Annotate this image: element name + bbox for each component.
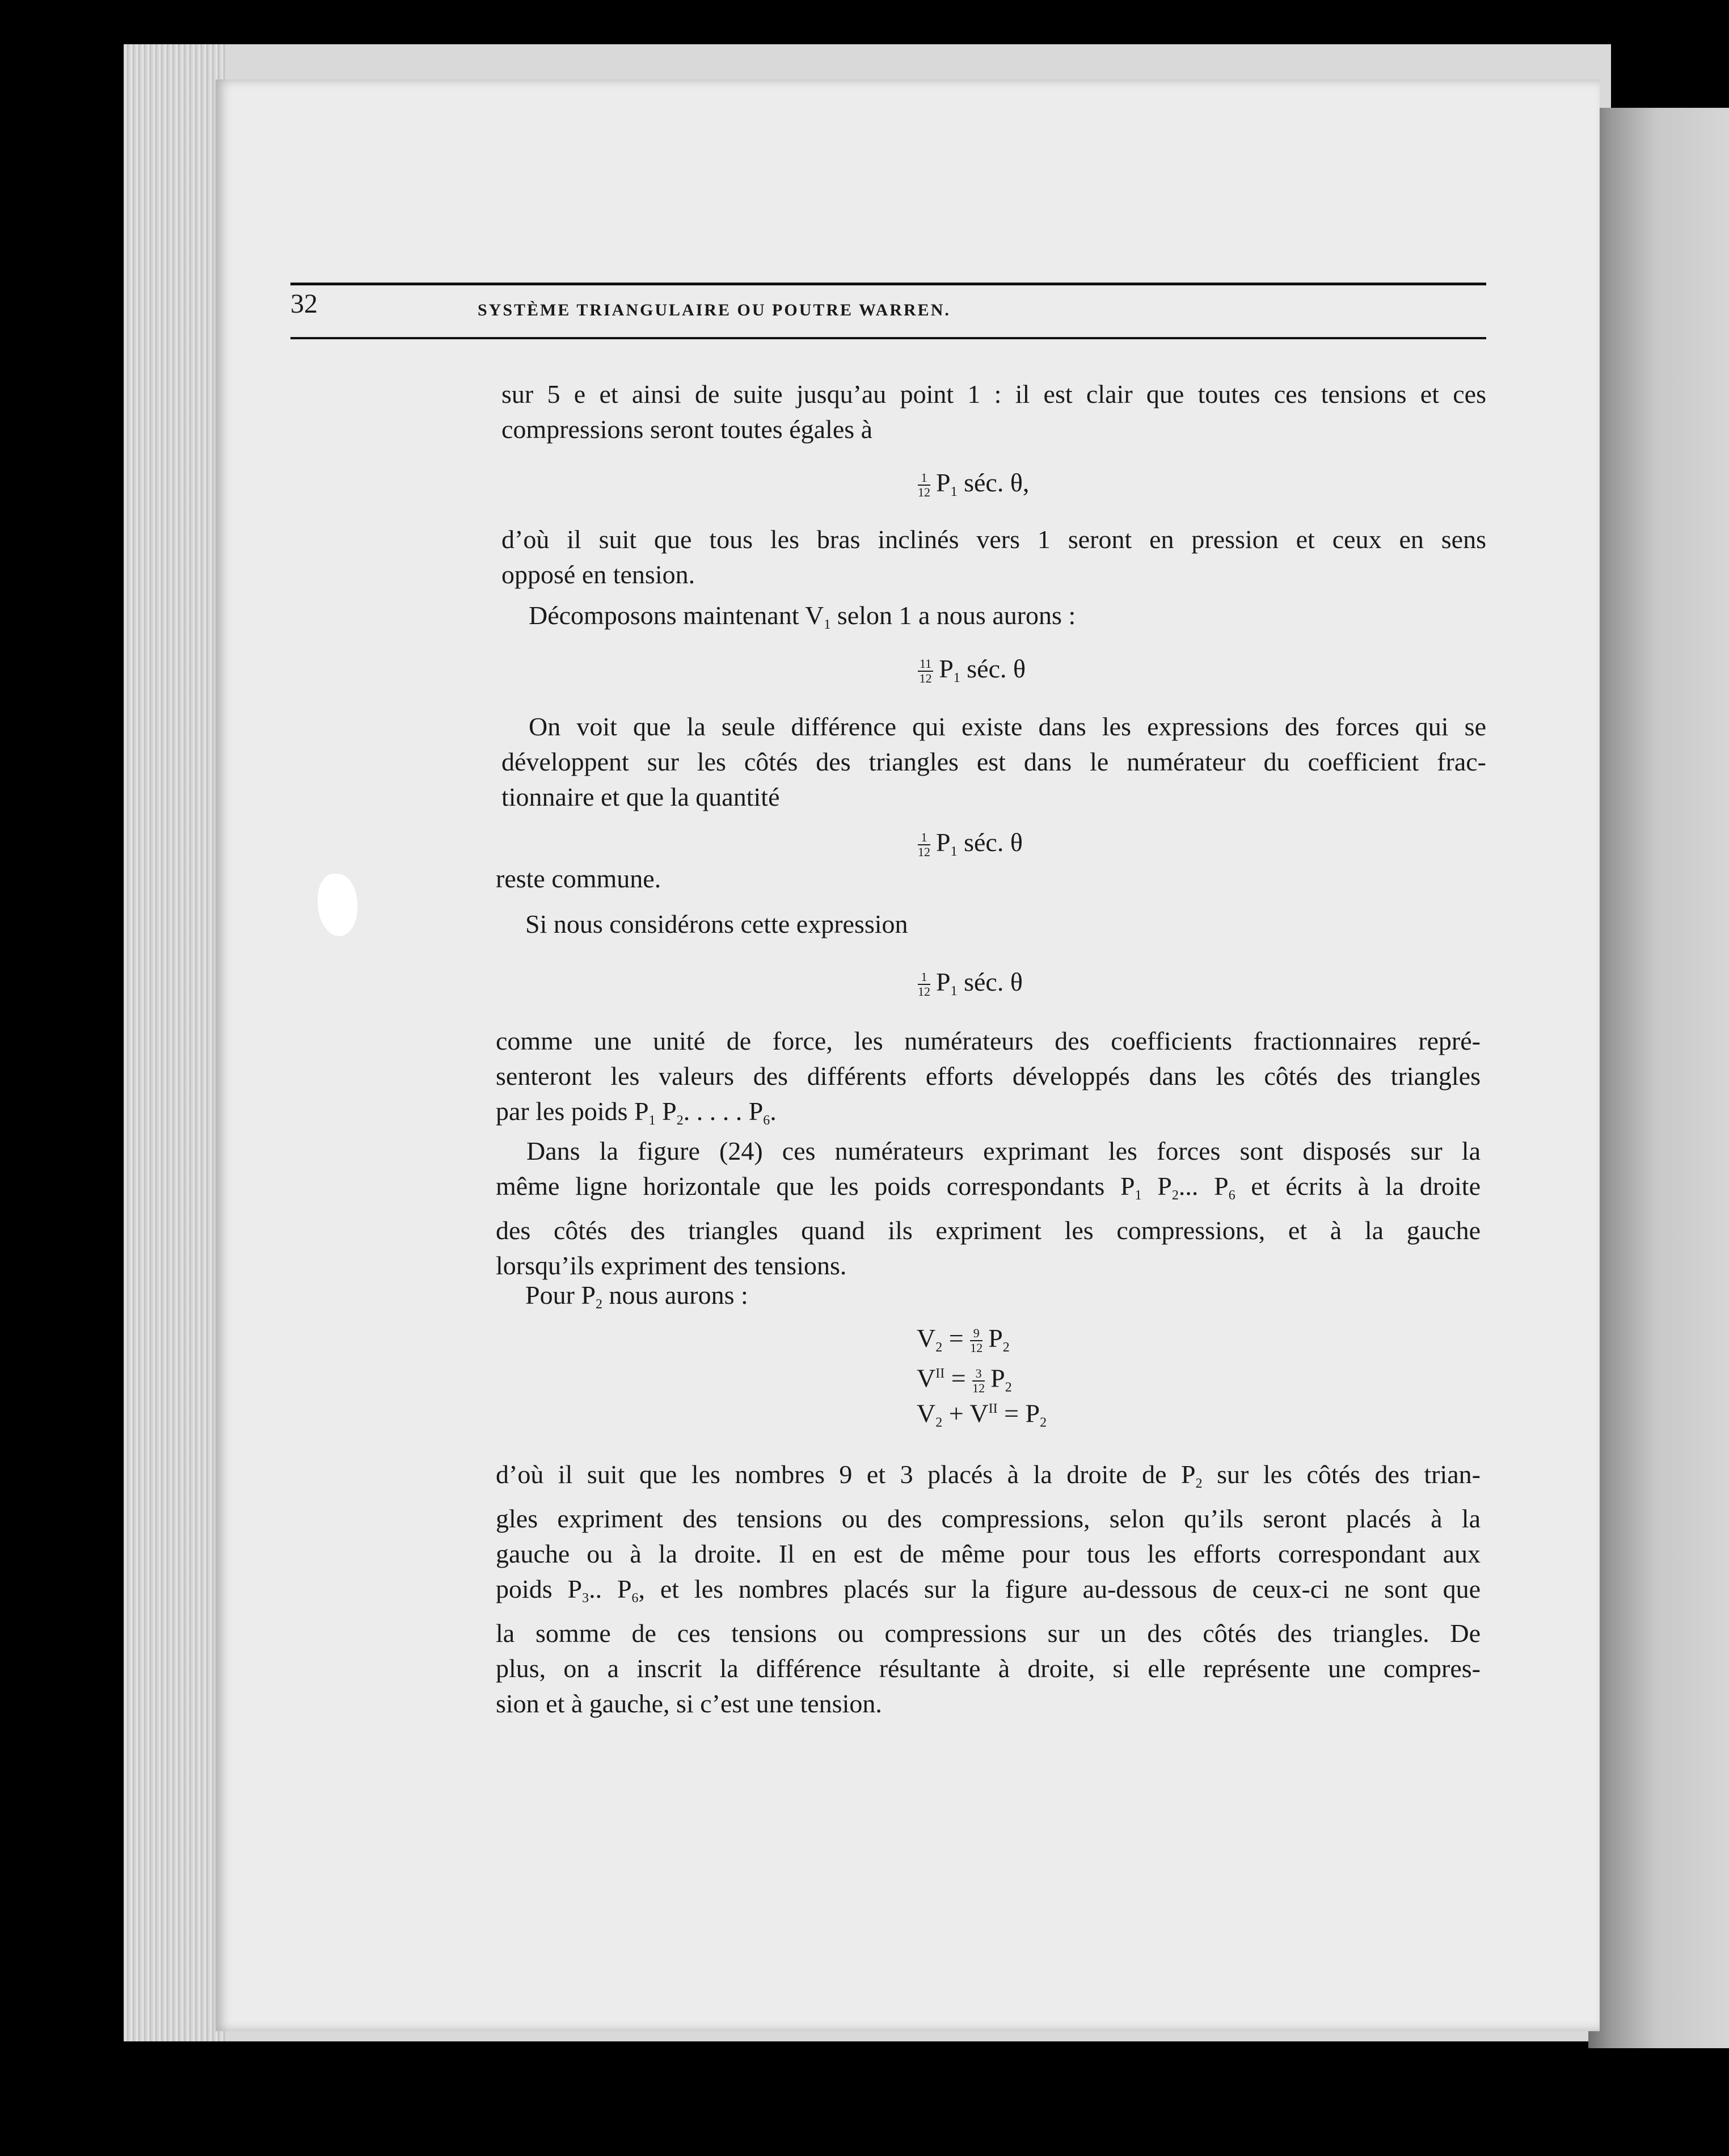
- formula: $\frac{1}{12}$ $P_1$ séc. θ: [918, 828, 1023, 860]
- running-title: SYSTÈME TRIANGULAIRE OU POUTRE WARREN.: [478, 301, 951, 319]
- text-line: poids $P_3$.. $P_6$, et les nombres placés sur la figure au-dessous de ceux-ci ne sont que: [496, 1574, 1481, 1606]
- paragraph: [529, 598, 1486, 642]
- text-line: opposé en tension.: [501, 560, 695, 589]
- page-number: 32: [290, 289, 318, 319]
- text-line: Si nous considérons cette expression: [525, 909, 908, 938]
- text-line: des côtés des triangles quand ils expriment les compressions, et à la gauche: [496, 1216, 1481, 1245]
- running-header: [290, 288, 1486, 334]
- text-line: d’où il suit que tous les bras inclinés vers 1 seront en pression et ceux en sens: [501, 525, 1486, 554]
- paragraph: [501, 522, 1486, 592]
- header-rule-top: [290, 283, 1486, 285]
- paragraph: [496, 861, 1481, 896]
- paragraph: [496, 1024, 1481, 1138]
- equation: $V_2 + V^{II} = P_2$: [917, 1399, 1047, 1430]
- text-line: reste commune.: [496, 864, 661, 893]
- text-line: tionnaire et que la quantité: [501, 782, 780, 811]
- text-line: lorsqu’ils expriment des tensions.: [496, 1251, 847, 1280]
- text-line: la somme de ces tensions ou compressions sur un des côtés des triangles. De: [496, 1619, 1481, 1648]
- text-line: développent sur les côtés des triangles est dans le numérateur du coefficient frac-: [501, 747, 1486, 776]
- formula: $\frac{11}{12}$ $P_1$ séc. θ: [918, 651, 1026, 696]
- text-line: gles expriment des tensions ou des compressions, selon qu’ils seront placés à la: [496, 1504, 1481, 1533]
- fraction: $\frac{1}{12}$: [918, 830, 930, 860]
- fraction: $\frac{3}{12}$: [972, 1366, 985, 1395]
- paragraph: [525, 907, 1483, 942]
- fraction: $\frac{11}{12}$: [918, 657, 933, 685]
- text-line: plus, on a inscrit la différence résultante à droite, si elle représente une compres-: [496, 1654, 1481, 1683]
- paragraph: [501, 709, 1486, 815]
- page-edges: [124, 44, 226, 2041]
- header-rule-bottom: [290, 337, 1486, 339]
- text-line: senteront les valeurs des différents efforts développés dans les côtés des triangles: [496, 1062, 1481, 1090]
- text-line: sur 5 e et ainsi de suite jusqu’au point 1 : il est clair que toutes ces tensions et ces: [501, 380, 1486, 409]
- equation: $V^{II}$ = $\frac{3}{12}$ $P_2$: [917, 1363, 1012, 1395]
- text-line: même ligne horizontale que les poids correspondants $P_1$ $P_2$... $P_6$ et écrits à la droite: [496, 1172, 1481, 1203]
- text-line: sion et à gauche, si c’est une tension.: [496, 1689, 882, 1718]
- text-line: On voit que la seule différence qui existe dans les expressions des forces qui se: [529, 712, 1486, 741]
- formula: $\frac{1}{12}$ $P_1$ séc. θ,: [918, 468, 1030, 500]
- text-line: par les poids $P_1$ $P_2$. . . . . $P_6$.: [496, 1097, 777, 1128]
- text-line: Décomposons maintenant $V_1$ selon 1 a nous aurons :: [529, 601, 1076, 632]
- text-line: comme une unité de force, les numérateurs des coefficients fractionnaires repré-: [496, 1026, 1481, 1055]
- text-line: gauche ou à la droite. Il en est de même pour tous les efforts correspondant aux: [496, 1539, 1481, 1568]
- fraction: $\frac{9}{12}$: [970, 1326, 983, 1355]
- paragraph: [496, 1134, 1481, 1283]
- facing-page: [1588, 108, 1729, 2048]
- text-line: d’où il suit que les nombres 9 et 3 placés à la droite de $P_2$ sur les côtés des trian-: [496, 1460, 1481, 1491]
- text-line: Dans la figure (24) ces numérateurs exprimant les forces sont disposés sur la: [526, 1136, 1481, 1165]
- fraction: $\frac{1}{12}$: [918, 470, 930, 500]
- paragraph: [496, 1457, 1481, 1721]
- fraction: $\frac{1}{12}$: [918, 970, 930, 999]
- formula: $\frac{1}{12}$ $P_1$ séc. θ: [918, 967, 1023, 999]
- paragraph: [501, 377, 1486, 447]
- paragraph: [525, 1278, 1483, 1322]
- text-line: Pour $P_2$ nous aurons :: [525, 1281, 748, 1312]
- text-line: compressions seront toutes égales à: [501, 415, 873, 444]
- equation: $V_2$ = $\frac{9}{12}$ $P_2$: [917, 1324, 1010, 1355]
